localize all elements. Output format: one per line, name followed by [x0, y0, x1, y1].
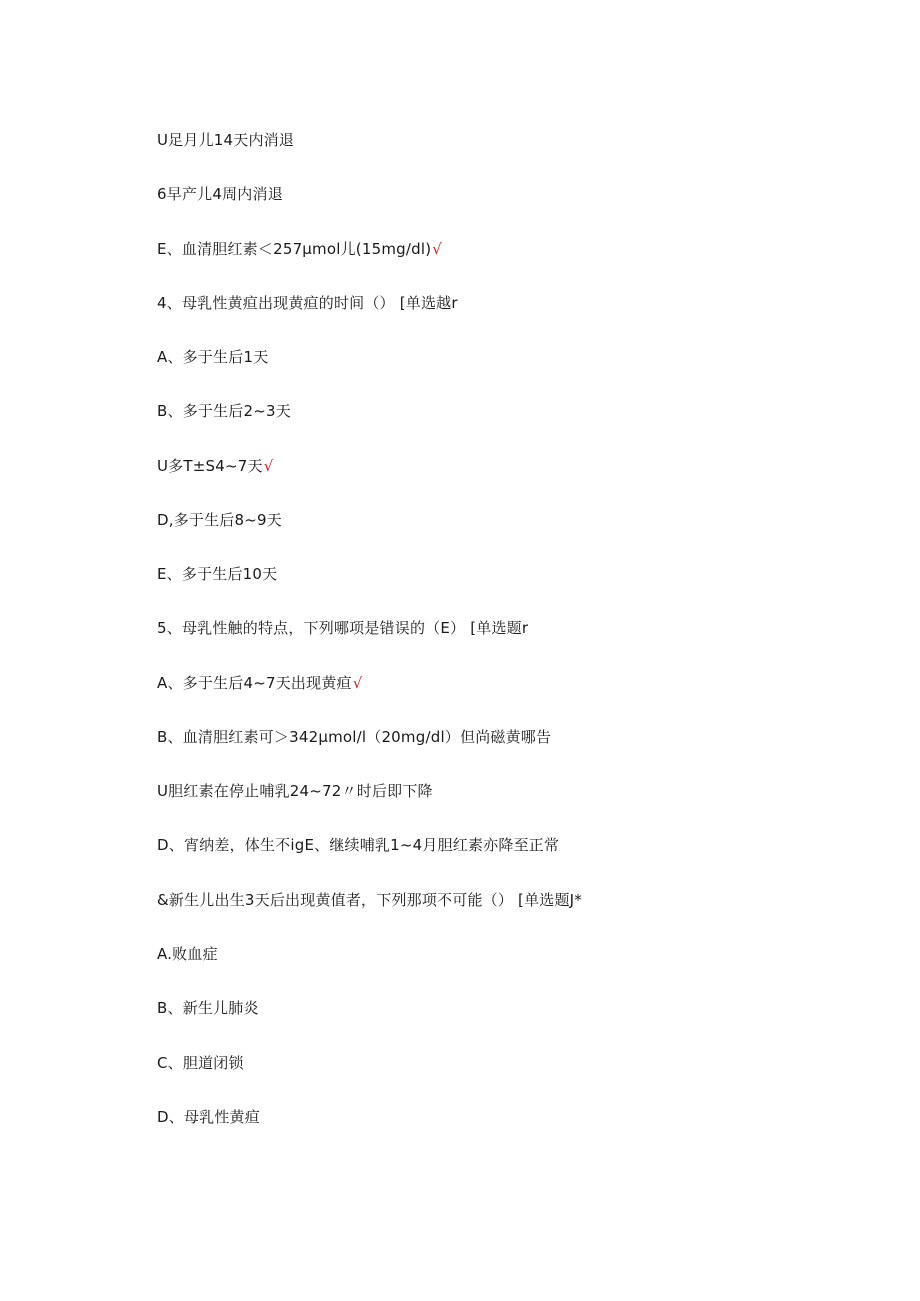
- line-text: 6早产儿4周内消退: [157, 185, 283, 203]
- option-line: [157, 456, 273, 476]
- option-line: [157, 781, 434, 801]
- option-line: [157, 835, 560, 855]
- check-mark: √: [432, 240, 443, 258]
- line-text: U胆红素在停止哺乳24~72〃时后即下降: [157, 782, 433, 800]
- line-text: D、母乳性黄疸: [157, 1108, 260, 1126]
- line-text: D,多于生后8~9天: [157, 511, 282, 529]
- option-line: [157, 1053, 245, 1073]
- line-text: A.败血症: [157, 945, 218, 963]
- option-line: [157, 401, 292, 421]
- option-line: [157, 944, 219, 964]
- line-text: 5、母乳性触的特点，下列哪项是错误的（E） [单选题r: [157, 619, 529, 637]
- option-line: [157, 564, 278, 584]
- line-text: B、多于生后2~3天: [157, 402, 291, 420]
- option-line: [157, 1107, 261, 1127]
- question-title: [157, 293, 459, 313]
- line-text: A、多于生后4~7天出现黄疸: [157, 674, 352, 692]
- text-line: [157, 184, 284, 204]
- option-line: [157, 510, 283, 530]
- option-line: [157, 727, 552, 747]
- option-line: [157, 998, 260, 1018]
- option-line: [157, 673, 362, 693]
- check-mark: √: [263, 457, 274, 475]
- line-text: E、血清胆红素＜257μmol儿(15mg∕dl): [157, 240, 432, 258]
- line-text: &新生儿出生3天后出现黄值者，下列那项不可能（） [单选题J*: [157, 891, 582, 909]
- line-text: U多T±S4~7天: [157, 457, 263, 475]
- line-text: U足月儿14天内消退: [157, 131, 295, 149]
- line-text: E、多于生后10天: [157, 565, 278, 583]
- line-text: B、新生儿肺炎: [157, 999, 259, 1017]
- line-text: A、多于生后1天: [157, 348, 269, 366]
- text-line: [157, 239, 442, 259]
- option-line: [157, 347, 269, 367]
- question-title: [157, 890, 583, 910]
- line-text: D、宵纳差，体生不igE、继续哺乳1~4月胆红素亦降至正常: [157, 836, 560, 854]
- text-line: [157, 130, 295, 150]
- check-mark: √: [352, 674, 363, 692]
- line-text: C、胆道闭锁: [157, 1054, 244, 1072]
- line-text: 4、母乳性黄疸出现黄疸的时间（） [单选越r: [157, 294, 458, 312]
- line-text: B、血清胆红素可＞342μmol∕l（20mg∕dl）但尚磁黄哪告: [157, 728, 552, 746]
- question-title: [157, 618, 529, 638]
